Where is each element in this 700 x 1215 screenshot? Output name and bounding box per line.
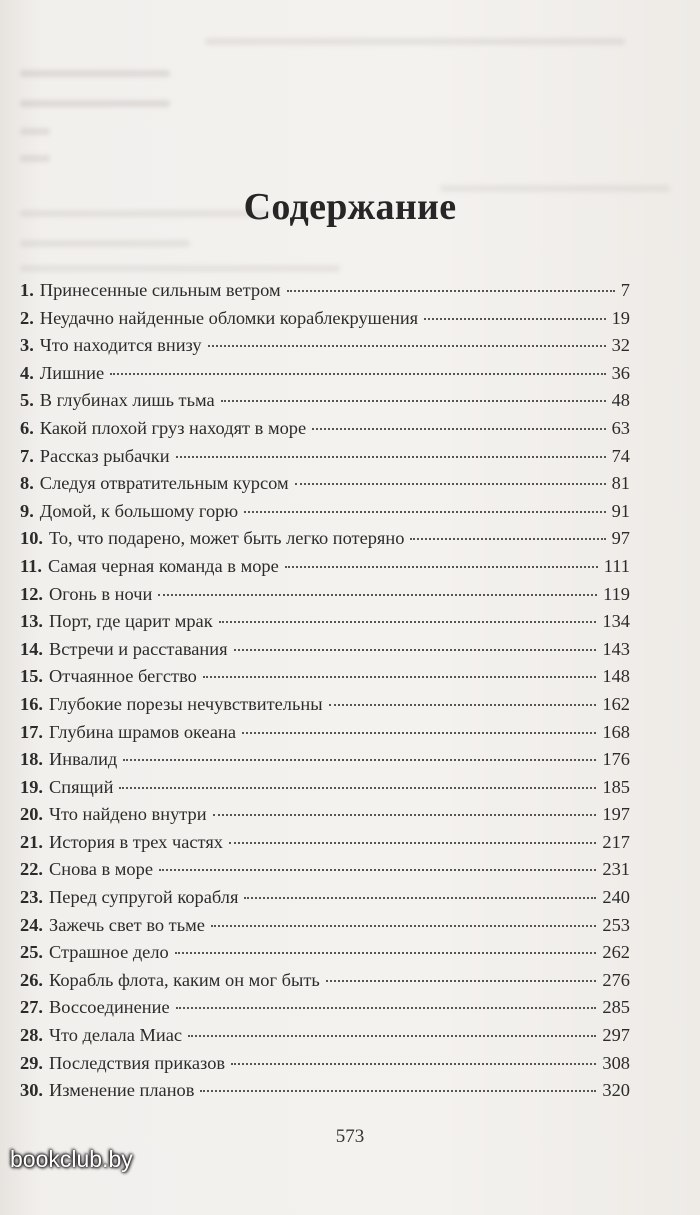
chapter-number: 24.: [20, 914, 43, 935]
chapter-number: 18.: [20, 749, 43, 770]
chapter-title: Что делала Миас: [49, 1025, 183, 1046]
chapter-title: Воссоединение: [49, 997, 170, 1018]
toc-entry: [20, 694, 630, 722]
chapter-number: 2.: [20, 307, 34, 328]
dot-leader: [208, 345, 606, 347]
chapter-title: Изменение планов: [49, 1080, 195, 1101]
chapter-page-number: 134: [602, 611, 630, 632]
chapter-page-number: 276: [602, 969, 630, 990]
dot-leader: [231, 1063, 596, 1065]
toc-entry: [20, 666, 630, 694]
dot-leader: [295, 483, 606, 485]
toc-entry: [20, 1053, 630, 1081]
chapter-page-number: 119: [603, 583, 630, 604]
chapter-title: Рассказ рыбачки: [39, 445, 170, 466]
chapter-title: Спящий: [49, 776, 114, 797]
chapter-page-number: 320: [602, 1080, 630, 1101]
chapter-page-number: 81: [611, 473, 630, 494]
toc-entry: [20, 722, 630, 750]
toc-entry: [20, 970, 630, 998]
chapter-number: 9.: [20, 500, 34, 521]
chapter-page-number: 148: [602, 666, 630, 687]
chapter-page-number: 7: [620, 280, 630, 300]
dot-leader: [203, 676, 597, 678]
dot-leader: [312, 428, 605, 430]
chapter-title: Зажечь свет во тьме: [49, 914, 205, 935]
toc-entry: [20, 556, 630, 584]
chapter-page-number: 297: [602, 1025, 630, 1046]
chapter-title: Корабль флота, каким он мог быть: [49, 969, 320, 990]
chapter-page-number: 143: [602, 638, 630, 659]
chapter-number: 17.: [20, 721, 43, 742]
toc-entry: [20, 1025, 630, 1053]
chapter-number: 14.: [20, 638, 43, 659]
chapter-title: Глубина шрамов океана: [49, 721, 237, 742]
chapter-number: 8.: [20, 473, 34, 494]
dot-leader: [110, 373, 605, 375]
chapter-page-number: 32: [611, 335, 630, 356]
dot-leader: [175, 952, 597, 954]
toc-entry: [20, 942, 630, 970]
chapter-number: 10.: [20, 528, 43, 549]
toc-entry: [20, 335, 630, 363]
chapter-page-number: 185: [602, 776, 630, 797]
chapter-title: Домой, к большому горю: [39, 500, 239, 521]
chapter-page-number: 231: [602, 859, 630, 880]
dot-leader: [159, 869, 596, 871]
chapter-number: 7.: [20, 445, 34, 466]
toc-entry: [20, 418, 630, 446]
toc-entry: [20, 280, 630, 308]
dot-leader: [285, 566, 598, 568]
chapter-page-number: 36: [611, 362, 630, 383]
chapter-number: 15.: [20, 666, 43, 687]
chapter-number: 12.: [20, 583, 43, 604]
dot-leader: [229, 842, 596, 844]
chapter-number: 19.: [20, 776, 43, 797]
chapter-page-number: 217: [602, 831, 630, 852]
toc-entry: [20, 859, 630, 887]
chapter-page-number: 240: [602, 887, 630, 908]
dot-leader: [326, 980, 597, 982]
dot-leader: [244, 897, 596, 899]
toc-entry: [20, 777, 630, 805]
chapter-title: Перед супругой корабля: [49, 887, 239, 908]
chapter-title: Следуя отвратительным курсом: [39, 473, 289, 494]
chapter-page-number: 74: [611, 445, 630, 466]
dot-leader: [219, 621, 597, 623]
dot-leader: [329, 704, 597, 706]
chapter-page-number: 197: [602, 804, 630, 825]
chapter-number: 21.: [20, 831, 43, 852]
chapter-title: Отчаянное бегство: [49, 666, 197, 687]
chapter-title: Страшное дело: [49, 942, 169, 963]
chapter-page-number: 176: [602, 749, 630, 770]
toc-entry: [20, 749, 630, 777]
chapter-number: 25.: [20, 942, 43, 963]
chapter-title: Последствия приказов: [49, 1052, 226, 1073]
chapter-page-number: 308: [602, 1052, 630, 1073]
chapter-number: 20.: [20, 804, 43, 825]
toc-entry: [20, 473, 630, 501]
chapter-page-number: 262: [602, 942, 630, 963]
chapter-title: Встречи и расставания: [49, 638, 228, 659]
chapter-page-number: 285: [602, 997, 630, 1018]
chapter-title: Неудачно найденные обломки кораблекрушения: [39, 307, 419, 328]
toc-entry: [20, 501, 630, 529]
dot-leader: [410, 538, 605, 540]
chapter-title: Принесенные сильным ветром: [39, 280, 281, 300]
toc-entry: [20, 308, 630, 336]
chapter-title: Порт, где царит мрак: [49, 611, 213, 632]
dot-leader: [287, 290, 615, 292]
chapter-title: Инвалид: [49, 749, 118, 770]
chapter-number: 13.: [20, 611, 43, 632]
dot-leader: [176, 456, 606, 458]
chapter-page-number: 168: [602, 721, 630, 742]
dot-leader: [211, 925, 597, 927]
toc-entry: [20, 611, 630, 639]
chapter-page-number: 111: [603, 555, 630, 576]
dot-leader: [244, 511, 605, 513]
toc-entry: [20, 390, 630, 418]
chapter-page-number: 253: [602, 914, 630, 935]
chapter-title: Лишние: [39, 362, 105, 383]
toc-entry: [20, 446, 630, 474]
chapter-page-number: 162: [602, 693, 630, 714]
chapter-number: 29.: [20, 1052, 43, 1073]
chapter-number: 1.: [20, 280, 34, 300]
dot-leader: [119, 787, 596, 789]
chapter-title: В глубинах лишь тьма: [39, 390, 215, 411]
chapter-number: 5.: [20, 390, 34, 411]
toc-entry: [20, 584, 630, 612]
table-of-contents: [20, 280, 630, 1108]
toc-entry: [20, 832, 630, 860]
dot-leader: [424, 318, 605, 320]
dot-leader: [176, 1007, 597, 1009]
chapter-page-number: 48: [611, 390, 630, 411]
chapter-number: 4.: [20, 362, 34, 383]
chapter-title: История в трех частях: [49, 831, 224, 852]
chapter-title: Глубокие порезы нечувствительны: [49, 693, 323, 714]
dot-leader: [200, 1090, 596, 1092]
chapter-title: Какой плохой груз находят в море: [39, 417, 307, 438]
chapter-number: 22.: [20, 859, 43, 880]
chapter-title: Что найдено внутри: [49, 804, 207, 825]
dot-leader: [242, 732, 596, 734]
chapter-number: 11.: [20, 555, 42, 576]
dot-leader: [123, 759, 596, 761]
chapter-page-number: 97: [611, 528, 630, 549]
toc-entry: [20, 915, 630, 943]
chapter-title: Что находится внизу: [39, 335, 202, 356]
dot-leader: [221, 400, 606, 402]
chapter-number: 27.: [20, 997, 43, 1018]
page-number: 573: [335, 1126, 365, 1147]
chapter-number: 6.: [20, 417, 34, 438]
chapter-number: 30.: [20, 1080, 43, 1101]
toc-entry: [20, 887, 630, 915]
chapter-page-number: 63: [611, 417, 630, 438]
dot-leader: [158, 594, 597, 596]
toc-entry: [20, 1080, 630, 1108]
chapter-title: Самая черная команда в море: [47, 555, 279, 576]
chapter-title: То, что подарено, может быть легко потеряно: [49, 528, 405, 549]
toc-entry: [20, 639, 630, 667]
chapter-number: 16.: [20, 693, 43, 714]
dot-leader: [188, 1035, 596, 1037]
chapter-page-number: 19: [611, 307, 630, 328]
watermark: bookclub.by: [10, 1146, 133, 1172]
toc-entry: [20, 997, 630, 1025]
chapter-number: 28.: [20, 1025, 43, 1046]
chapter-title: Огонь в ночи: [49, 583, 153, 604]
chapter-number: 26.: [20, 969, 43, 990]
toc-entry: [20, 528, 630, 556]
chapter-number: 23.: [20, 887, 43, 908]
page-title: Содержание: [243, 186, 457, 229]
chapter-title: Снова в море: [49, 859, 153, 880]
toc-entry: [20, 363, 630, 391]
chapter-number: 3.: [20, 335, 34, 356]
dot-leader: [213, 814, 597, 816]
dot-leader: [234, 649, 597, 651]
chapter-page-number: 91: [611, 500, 630, 521]
toc-entry: [20, 804, 630, 832]
